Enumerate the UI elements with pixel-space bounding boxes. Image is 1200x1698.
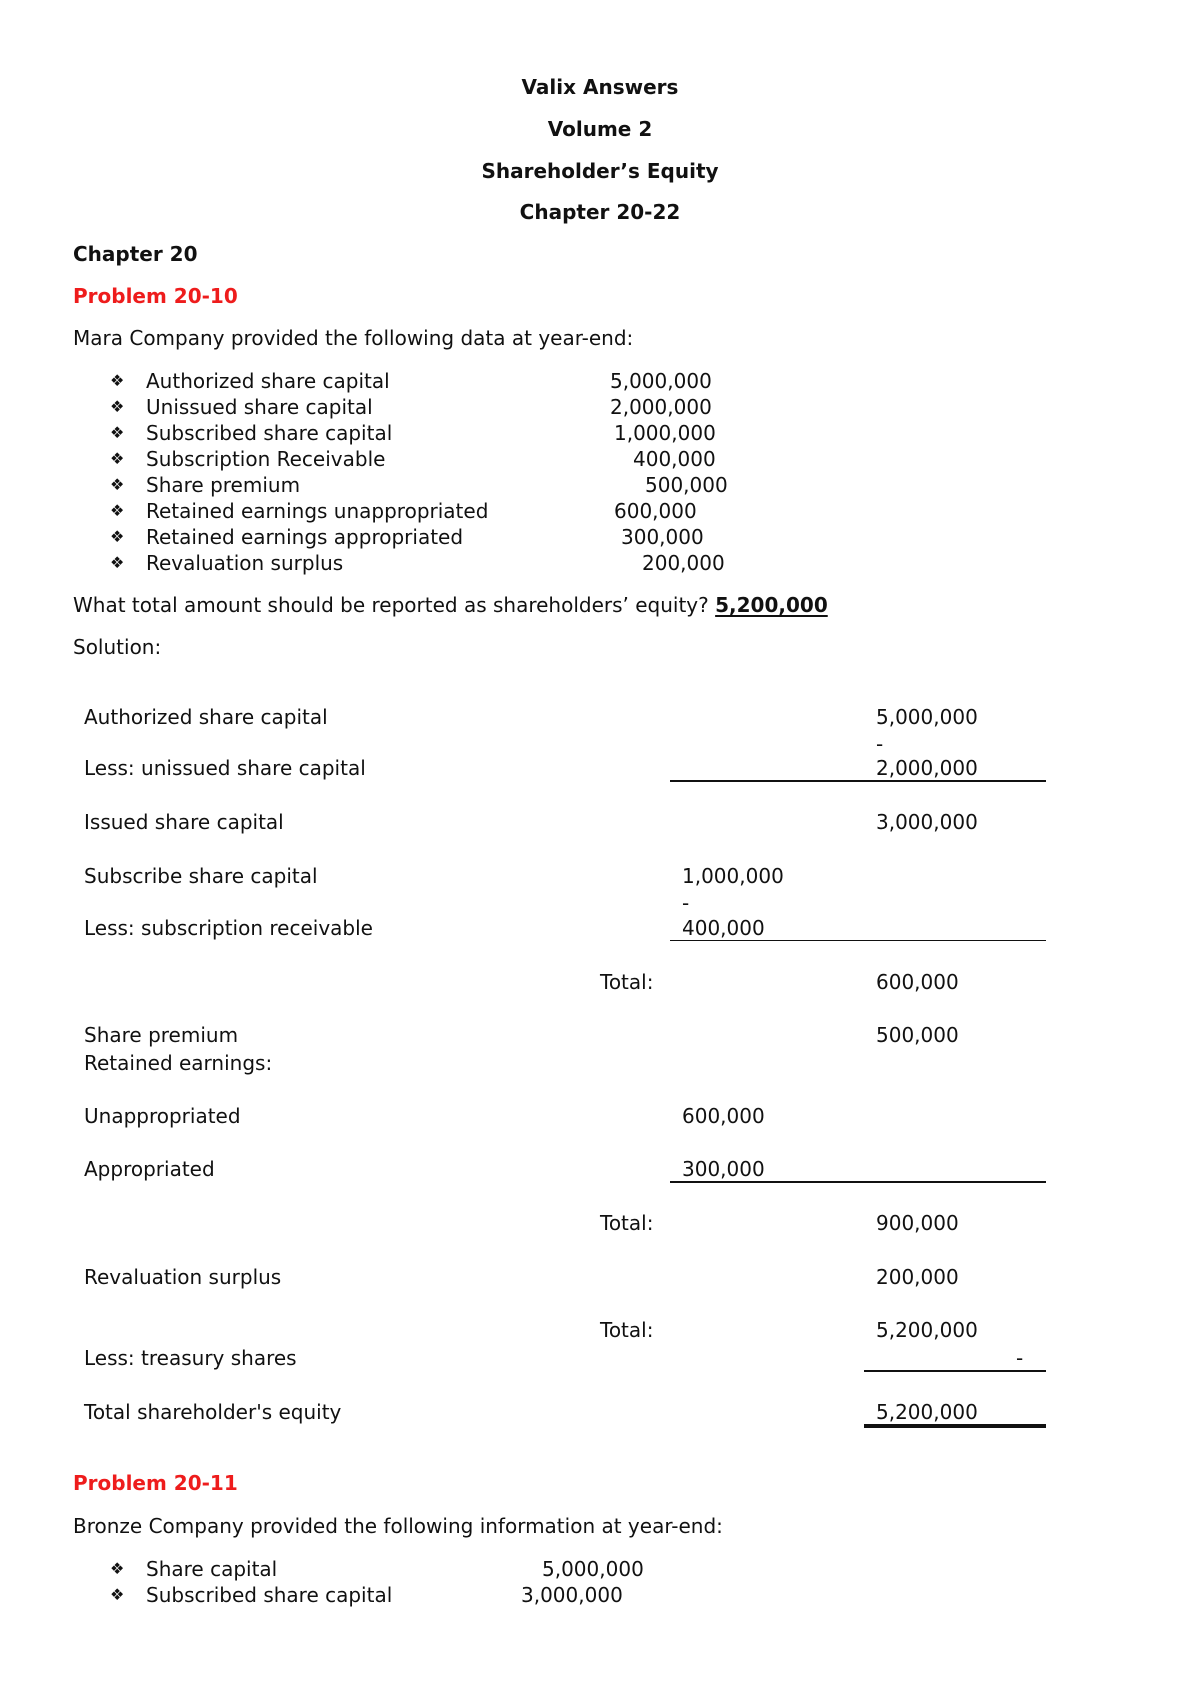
revaluation-value: 200,000 xyxy=(876,1265,959,1289)
item-value: 2,000,000 xyxy=(610,395,712,419)
subscribed-value: 1,000,000 xyxy=(682,864,784,888)
item-label: Revaluation surplus xyxy=(146,551,344,575)
total-value: 600,000 xyxy=(876,970,959,994)
treasury-label: Less: treasury shares xyxy=(84,1346,297,1370)
premium-label: Share premium xyxy=(84,1023,239,1047)
question-text: What total amount should be reported as shareholders’ equity? xyxy=(73,593,709,617)
equity-label: Total shareholder's equity xyxy=(84,1400,342,1424)
bullet-icon: ❖ xyxy=(110,397,125,416)
solution-label: Solution: xyxy=(73,635,162,659)
item-label: Authorized share capital xyxy=(146,369,390,393)
item-label: Unissued share capital xyxy=(146,395,373,419)
item-value: 1,000,000 xyxy=(614,421,716,445)
subscribed-label: Subscribe share capital xyxy=(84,864,318,888)
item-value: 5,000,000 xyxy=(542,1557,644,1581)
item-value: 3,000,000 xyxy=(521,1583,623,1607)
unissued-label: Less: unissued share capital xyxy=(84,756,366,780)
problem-20-10-intro: Mara Company provided the following data at year-end: xyxy=(73,326,634,350)
document-title: Valix Answers xyxy=(521,75,679,99)
bullet-icon: ❖ xyxy=(110,1559,125,1578)
problem-20-10-heading: Problem 20-10 xyxy=(73,284,238,308)
appropriated-label: Appropriated xyxy=(84,1157,215,1181)
treasury-value: - xyxy=(1016,1346,1024,1370)
appropriated-value: 300,000 xyxy=(682,1157,765,1181)
chapters-label: Chapter 20-22 xyxy=(519,200,681,224)
bullet-icon: ❖ xyxy=(110,423,125,442)
issued-value: 3,000,000 xyxy=(876,810,978,834)
item-value: 400,000 xyxy=(633,447,716,471)
problem-20-10-question xyxy=(73,595,828,615)
item-value: 200,000 xyxy=(642,551,725,575)
subject-label: Shareholder’s Equity xyxy=(481,159,719,183)
bullet-icon: ❖ xyxy=(110,553,125,572)
unissued-value: 2,000,000 xyxy=(876,756,978,780)
subtotal-rule xyxy=(670,940,1046,941)
unappropriated-value: 600,000 xyxy=(682,1104,765,1128)
receivable-label: Less: subscription receivable xyxy=(84,916,373,940)
chapter-heading: Chapter 20 xyxy=(73,242,198,266)
total-value: 900,000 xyxy=(876,1211,959,1235)
subtotal-rule xyxy=(864,1370,1046,1372)
equity-value: 5,200,000 xyxy=(876,1400,978,1424)
unissued-dash: - xyxy=(876,732,884,756)
retained-earnings-label: Retained earnings: xyxy=(84,1051,273,1075)
item-label: Subscribed share capital xyxy=(146,1583,393,1607)
receivable-dash: - xyxy=(682,891,690,915)
item-label: Subscribed share capital xyxy=(146,421,393,445)
revaluation-label: Revaluation surplus xyxy=(84,1265,282,1289)
issued-label: Issued share capital xyxy=(84,810,284,834)
bullet-icon: ❖ xyxy=(110,475,125,494)
authorized-label: Authorized share capital xyxy=(84,705,328,729)
unappropriated-label: Unappropriated xyxy=(84,1104,241,1128)
item-value: 500,000 xyxy=(645,473,728,497)
item-value: 600,000 xyxy=(614,499,697,523)
answer-value: 5,200,000 xyxy=(715,593,828,617)
problem-20-11-intro: Bronze Company provided the following information at year-end: xyxy=(73,1514,723,1538)
item-value: 300,000 xyxy=(621,525,704,549)
item-label: Subscription Receivable xyxy=(146,447,386,471)
total-label: Total: xyxy=(600,1211,654,1235)
volume-label: Volume 2 xyxy=(547,117,653,141)
total-label: Total: xyxy=(600,1318,654,1342)
subtotal-rule xyxy=(670,1181,1046,1183)
bullet-icon: ❖ xyxy=(110,371,125,390)
bullet-icon: ❖ xyxy=(110,449,125,468)
subtotal-rule xyxy=(670,780,1046,782)
bullet-icon: ❖ xyxy=(110,527,125,546)
bullet-icon: ❖ xyxy=(110,501,125,520)
item-label: Retained earnings appropriated xyxy=(146,525,464,549)
receivable-value: 400,000 xyxy=(682,916,765,940)
total-value: 5,200,000 xyxy=(876,1318,978,1342)
item-label: Retained earnings unappropriated xyxy=(146,499,489,523)
bullet-icon: ❖ xyxy=(110,1585,125,1604)
double-underline-rule xyxy=(864,1424,1046,1428)
item-label: Share capital xyxy=(146,1557,278,1581)
total-label: Total: xyxy=(600,970,654,994)
item-label: Share premium xyxy=(146,473,301,497)
problem-20-11-heading: Problem 20-11 xyxy=(73,1471,238,1495)
authorized-value: 5,000,000 xyxy=(876,705,978,729)
premium-value: 500,000 xyxy=(876,1023,959,1047)
item-value: 5,000,000 xyxy=(610,369,712,393)
